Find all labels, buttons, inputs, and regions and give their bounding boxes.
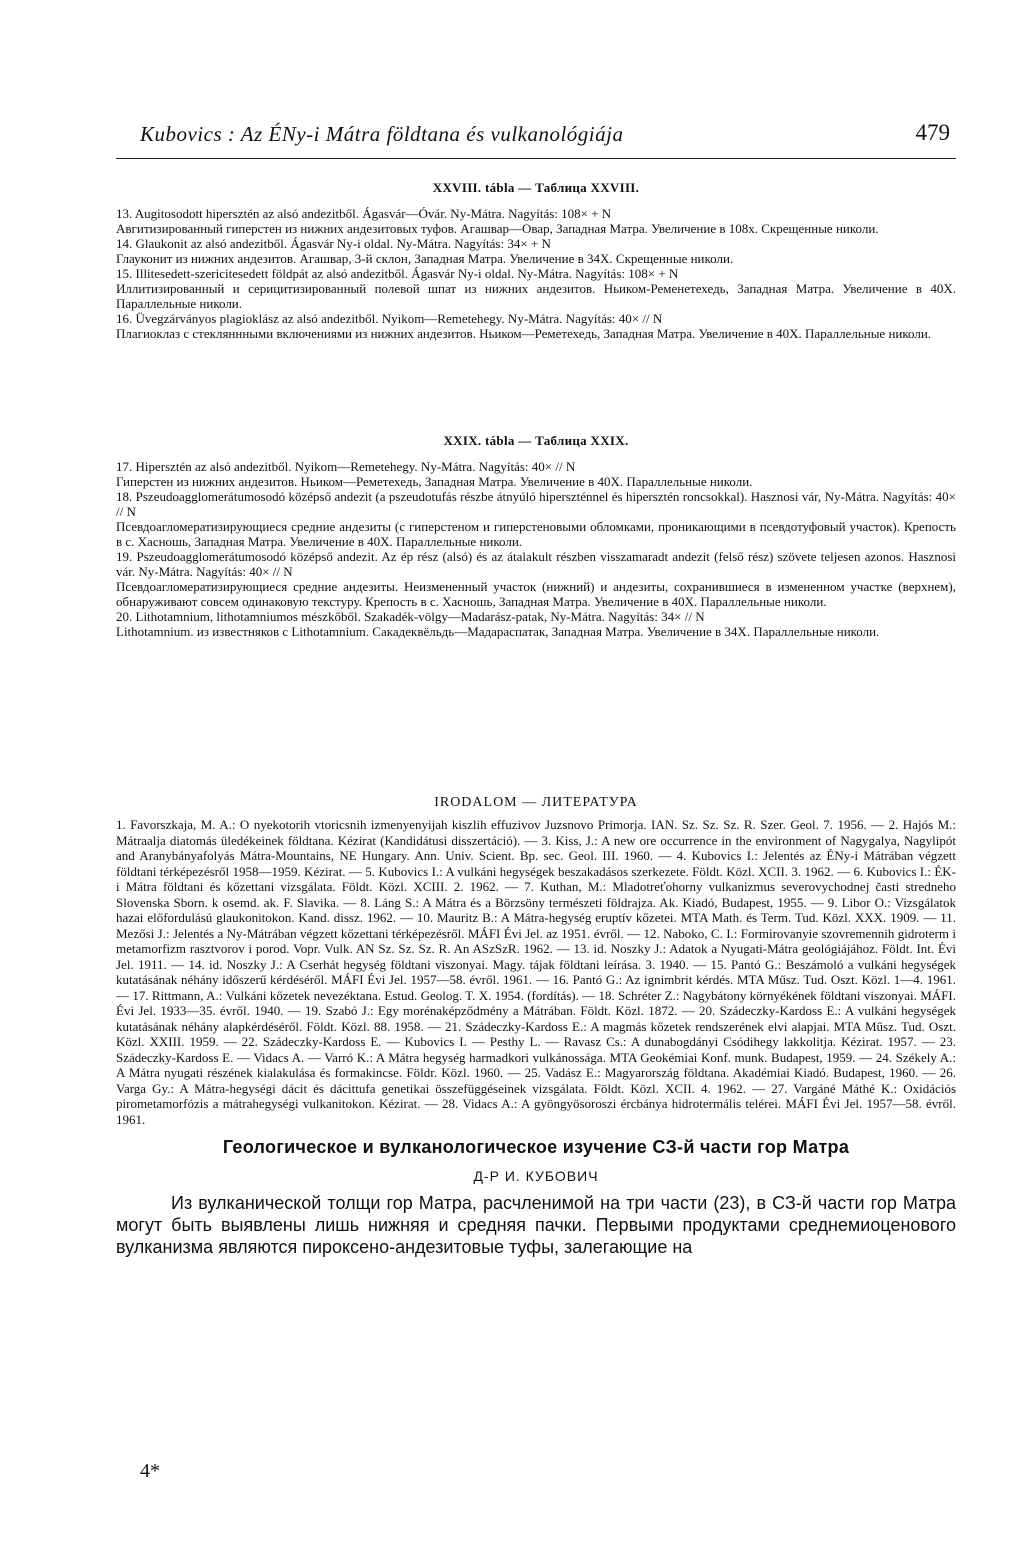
caption-16-hu: 16. Üvegzárványos plagioklász az alsó andezitből. Nyikom—Remetehegy. Ny-Mátra. Nagyítás: 40× // N — [116, 311, 663, 326]
table-xxviii-title: XXVIII. tábla — Таблица XXVIII. — [432, 180, 640, 195]
literature-heading: IRODALOM — ЛИТЕРАТУРА — [434, 795, 638, 810]
table-xxix-captions — [116, 459, 956, 639]
caption-20-ru: Lithotamnium. из известняков с Lithotamnium. Сакадеквёльдь—Мадараспатак, Западная Матра. Увеличение в 34X. Параллельные николи. — [116, 624, 880, 639]
abstract-paragraph: Из вулканической толщи гор Матра, расчленимой на три части (23), в СЗ-й части гор Матра могут быть выявлены лишь нижняя и средняя пачки. Первыми продуктами среднемиоценового вулканизма являются пироксено-андезитовые туфы, залегающие на — [116, 1193, 956, 1257]
caption-13-hu: 13. Augitosodott hipersztén az alsó andezitből. Ágasvár—Óvár. Ny-Mátra. Nagyítás: 108× + N — [116, 206, 612, 221]
caption-15-ru: Иллитизированный и серицитизированный полевой шпат из нижних андезитов. Ньиком-Ременетехедь, Западная Матра. Увеличение в 40X. Параллельные николи. — [116, 281, 956, 311]
literature-references — [116, 817, 956, 1127]
page-header — [116, 118, 956, 159]
caption-17-hu: 17. Hipersztén az alsó andezitből. Nyikom—Remetehegy. Ny-Mátra. Nagyítás: 40× // N — [116, 459, 576, 474]
caption-14-hu: 14. Glaukonit az alsó andezitből. Ágasvár Ny-i oldal. Ny-Mátra. Nagyítás: 34× + N — [116, 236, 551, 251]
caption-19-ru: Псевдоагломератизирующиеся средние андезиты. Неизмененный участок (нижний) и андезиты, сохранившиеся в измененном участке (верхнем), обнаруживают совсем одинаковую текстуру. Крепость в с. Хасношь, Западная Матра. Увеличение в 40X. Параллельные николи. — [116, 579, 956, 609]
table-xxviii-captions — [116, 206, 956, 341]
page-number: 479 — [915, 120, 950, 145]
caption-19-hu: 19. Pszeudoagglomerátumosodó középső andezit. Az ép rész (alsó) és az átalakult részben visszamaradt andezit (felső rész) szövete teljesen azonos. Hasznosi vár. Ny-Mátra. Nagyítás: 40× // N — [116, 549, 956, 579]
caption-20-hu: 20. Lithotamnium, lithotamniumos mészkőből. Szakadék-völgy—Madarász-patak, Ny-Mátra. Nagyítás: 34× // N — [116, 609, 705, 624]
caption-18-hu: 18. Pszeudoagglomerátumosodó középső andezit (a pszeudotufás részbe átnyúló hiperszténnel és hipersztén roncsokkal). Hasznosi vár, Ny-Mátra. Nagyítás: 40× // N — [116, 489, 956, 519]
page — [116, 0, 956, 1559]
caption-15-hu: 15. Illitesedett-szericitesedett földpát az alsó andezitből. Ágasvár Ny-i oldal. Ny-Mátra. Nagyítás: 108× + N — [116, 266, 679, 281]
caption-16-ru: Плагиоклаз с стекляннными включениями из нижних андезитов. Ньиком—Реметехедь, Западная Матра. Увеличение в 40X. Параллельные николи. — [116, 326, 932, 341]
caption-17-ru: Гиперстен из нижних андезитов. Ньиком—Реметехедь, Западная Матра. Увеличение в 40X. Параллельные николи. — [116, 474, 753, 489]
russian-summary-abstract — [116, 1192, 956, 1258]
russian-summary-author: Д-Р И. КУБОВИЧ — [473, 1168, 599, 1184]
running-title: Kubovics : Az ÉNy-i Mátra földtana és vulkanológiája — [140, 122, 624, 146]
signature-mark: 4* — [140, 1460, 160, 1482]
table-xxix-title: XXIX. tábla — Таблица XXIX. — [443, 433, 629, 448]
caption-18-ru: Псевдоагломератизирующиеся средние андезиты (с гиперстеном и гиперстеновыми обломками, проникающими в псевдотуфовый участок). Крепость в с. Хасношь, Западная Матра. Увеличение в 40X. Параллельные николи. — [116, 519, 956, 549]
caption-13-ru: Авгитизированный гиперстен из нижних андезитовых туфов. Агашвар—Овар, Западная Матра. Увеличение в 108x. Скрещенные николи. — [116, 221, 879, 236]
caption-14-ru: Глауконит из нижних андезитов. Агашвар, 3-й склон, Западная Матра. Увеличение в 34X. Скрещенные николи. — [116, 251, 734, 266]
reference-list: 1. Favorszkaja, M. A.: O nyekotorih vtoricsnih izmenyenyijah kiszlih effuzivov Juzsnovo Primorja. IAN. Sz. Sz. Sz. R. Szer. Geol. 7. 1956. — 2. Hajós M.: Mátraalja diatomás üledékeinek földtana. Kézirat (Kandidátusi disszertáció). — 3. Kiss, J.: A new ore occurrence in the environment of Nagygalya, Nagylipót and Aranybányafolyás Mátra-Mountains, NE Hungary. Ann. Univ. Scient. Bp. sec. Geol. III. 1960. — 4. Kubovics I.: Jelentés az ÉNy-i Mátrában végzett földtani térképezésről 1958—1959. Kézirat. — 5. Kubovics I.: A vulkáni hegységek beszakadásos szerkezete. Földt. Közl. XCII. 3. 1962. — 6. Kubovics I.: ÉK-i Mátra földtani és kőzettani vizsgálata. Földt. Közl. XCIII. 2. 1962. — 7. Kuthan, M.: Mladotreťohorny vulkanizmus severovychodnej časti stredneho Slovenska Sborn. k osemd. ak. F. Slavika. — 8. Láng S.: A Mátra és a Börzsöny természeti földrajza. Ak. Kiadó, Budapest, 1955. — 9. Libor O.: Vizsgálatok hazai előfordulású glaukonitokon. Kand. dissz. 1962. — 10. Mauritz B.: A Mátra-hegység eruptív kőzetei. MTA Math. és Term. Tud. Közl. XXX. 1909. — 11. Mezősi J.: Jelentés a Ny-Mátrában végzett kőzettani térképezésről. MÁFI Évi Jel. az 1951. évről. — 12. Naboko, C. I.: Formirovanyie szovremennih gidroterm i metamorfizm rasztvorov i porod. Vopr. Vulk. AN Sz. Sz. Sz. R. An ASzSzR. 1962. — 13. id. Noszky J.: Adatok a Nyugati-Mátra geológiájához. Földt. Int. Évi Jel. 1911. — 14. id. Noszky J.: A Cserhát hegység földtani viszonyai. Magy. tájak földtani leírása. 3. 1940. — 15. Pantó G.: Beszámoló a vulkáni hegységek kutatásának néhány időszerű kérdéséről. MÁFI Évi Jel. 1957—58. évről. 1961. — 16. Pantó G.: Az ignimbrit kérdés. MTA Műsz. Tud. Oszt. Közl. 1—4. 1961. — 17. Rittmann, A.: Vulkáni kőzetek nevezéktana. Estud. Geolog. T. X. 1954. (fordítás). — 18. Schréter Z.: Nagybátony környékének földtani viszonyai. MÁFI. Évi Jel. 1933—35. évről. 1940. — 19. Szabó J.: Egy morénaképződmény a Mátrában. Földt. Közl. 1872. — 20. Szádeczky-Kardoss E.: A vulkáni hegységek kutatásának néhány alapkérdéséről. Földt. Közl. 88. 1958. — 21. Szádeczky-Kardoss E.: A magmás kőzetek rendszerének elvi alapjai. MTA Műsz. Tud. Oszt. Közl. XXIII. 1959. — 22. Szádeczky-Kardoss E. — Kubovics I. — Pesthy L. — Ravasz Cs.: A dunabogdányi Csódihegy lakkolitja. Kézirat. 1957. — 23. Szádeczky-Kardoss E. — Vidacs A. — Varró K.: A Mátra hegység harmadkori vulkánossága. MTA Geokémiai Konf. munk. Budapest, 1959. — 24. Székely A.: A Mátra nyugati részének kialakulása és formakincse. Földr. Közl. 1960. — 25. Vadász E.: Magyarország földtana. Akadémiai Kiadó. Budapest, 1960. — 26. Varga Gy.: A Mátra-hegységi dácit és dácittufa genetikai összefüggéseinek vizsgálata. Földt. Közl. XCII. 4. 1962. — 27. Vargáné Máthé K.: Oxidációs pirometamorfózis a mátrahegységi vulkanitokon. Kézirat. — 28. Vidacs A.: A gyöngyösoroszi ércbánya hidrotermális telérei. MÁFI Évi Jel. 1957—58. évről. 1961. — [116, 817, 956, 1127]
russian-summary-title: Геологическое и вулканологическое изучение СЗ-й части гор Матра — [222, 1137, 850, 1157]
